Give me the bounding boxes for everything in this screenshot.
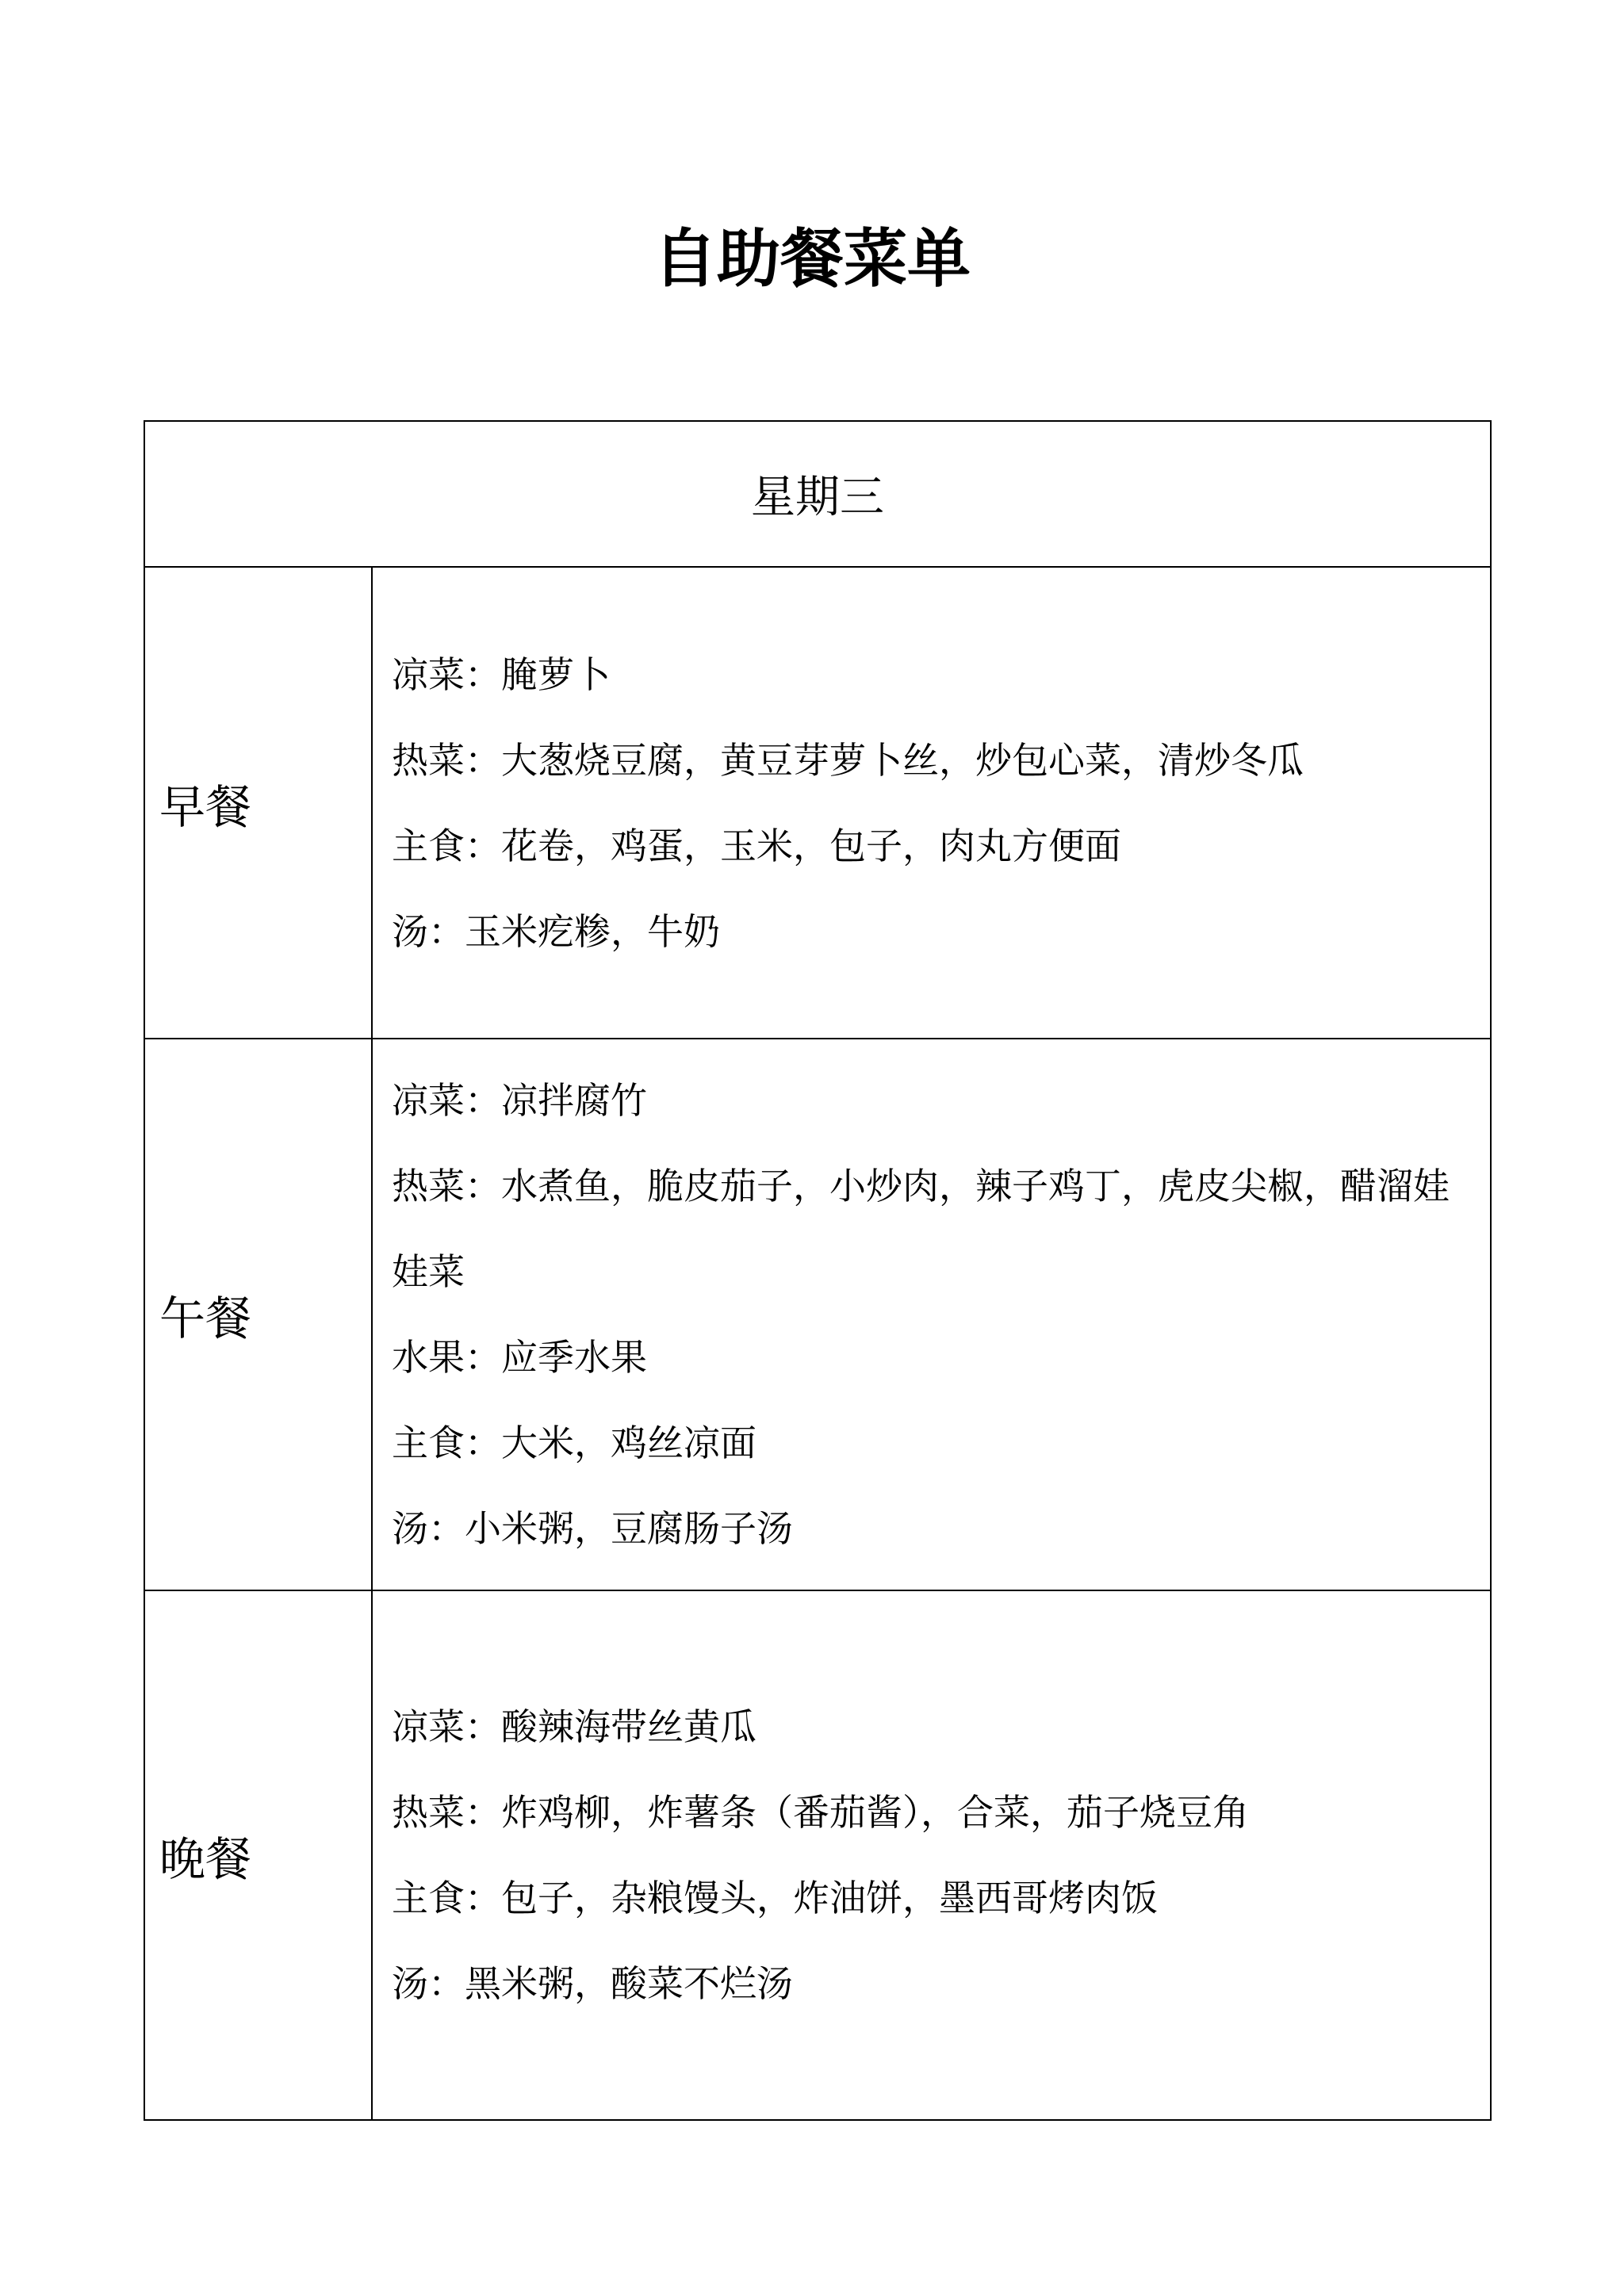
meal-items-dinner bbox=[372, 1590, 1491, 2120]
day-header: 星期三 bbox=[144, 421, 1491, 567]
menu-line: 热菜：大葱烧豆腐，黄豆芽萝卜丝，炒包心菜，清炒冬瓜 bbox=[392, 738, 1304, 782]
day-row bbox=[144, 421, 1491, 567]
menu-line: 汤：玉米疙糁，牛奶 bbox=[392, 909, 720, 953]
menu-line: 热菜：水煮鱼，脆皮茄子，小炒肉，辣子鸡丁，虎皮尖椒，醋溜娃娃菜 bbox=[392, 1165, 1450, 1293]
menu-table bbox=[144, 420, 1492, 2121]
menu-line: 主食：花卷，鸡蛋，玉米，包子，肉丸方便面 bbox=[392, 824, 1121, 867]
meal-label-breakfast: 早餐 bbox=[144, 567, 372, 1039]
meal-items-lunch bbox=[372, 1039, 1491, 1590]
meal-row-breakfast bbox=[144, 567, 1491, 1039]
meal-items-breakfast bbox=[372, 567, 1491, 1039]
meal-row-lunch bbox=[144, 1039, 1491, 1590]
menu-line: 汤：小米粥，豆腐肠子汤 bbox=[392, 1507, 793, 1550]
menu-line: 凉菜：腌萝卜 bbox=[392, 652, 611, 696]
menu-line: 汤：黑米粥，酸菜不烂汤 bbox=[392, 1962, 793, 2005]
menu-line: 凉菜：凉拌腐竹 bbox=[392, 1079, 647, 1122]
meal-row-dinner bbox=[144, 1590, 1491, 2120]
menu-line: 凉菜：酸辣海带丝黄瓜 bbox=[392, 1705, 756, 1748]
meal-label-lunch: 午餐 bbox=[144, 1039, 372, 1590]
menu-line: 主食：包子，杂粮馒头，炸油饼，墨西哥烤肉饭 bbox=[392, 1877, 1158, 1919]
meal-label-dinner: 晚餐 bbox=[144, 1590, 372, 2120]
menu-line: 热菜：炸鸡柳，炸薯条（番茄酱），合菜，茄子烧豆角 bbox=[392, 1791, 1249, 1834]
page-title: 自助餐菜单 bbox=[653, 222, 971, 296]
menu-line: 主食：大米，鸡丝凉面 bbox=[392, 1422, 756, 1464]
menu-line: 水果：应季水果 bbox=[392, 1336, 647, 1379]
